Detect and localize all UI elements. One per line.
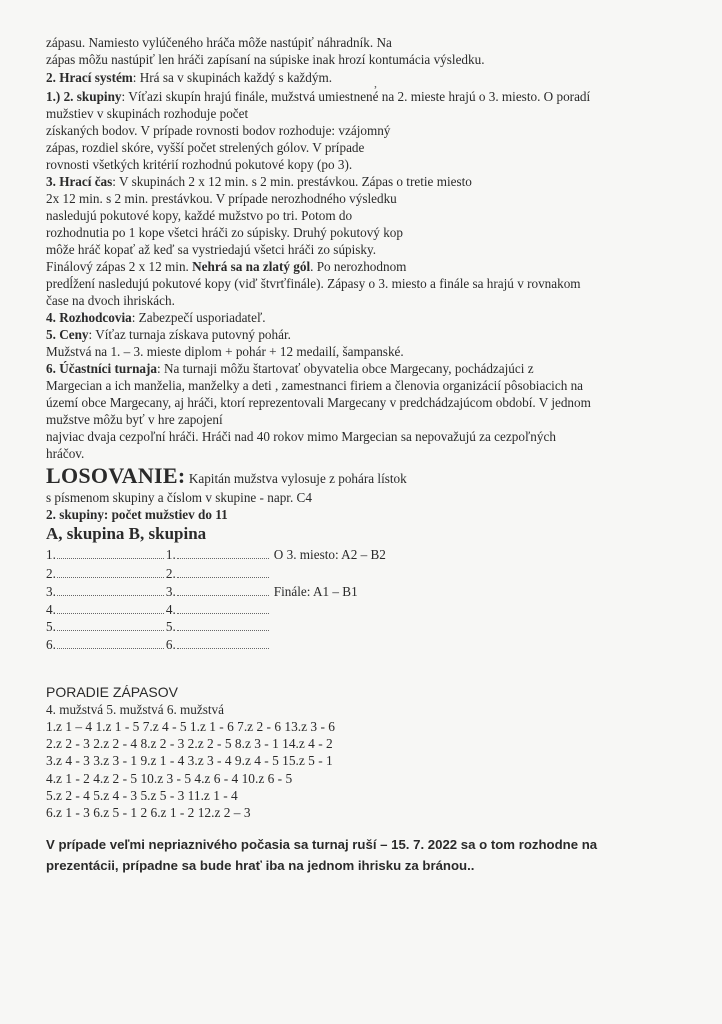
group-b-number: 4. [165, 602, 176, 617]
losovanie-title: LOSOVANIE: [46, 463, 186, 488]
text-part: . Po nerozhodnom [310, 259, 407, 274]
losovanie-text: Kapitán mužstva vylosuje z pohára lístok [185, 471, 407, 486]
schedule-header: 4. mužstvá 5. mužstvá 6. mužstvá [46, 702, 224, 717]
group-a-blank[interactable] [57, 585, 164, 596]
group-a-blank[interactable] [57, 567, 164, 578]
section-text: : Víťazi skupín hrajú finále, mužstvá umiestnené na 2. mieste hrajú o 3. miesto. O poradí [121, 89, 591, 104]
section-heading: 6. Účastníci turnaja [46, 361, 157, 376]
section-text: : Zabezpečí usporiadateľ. [131, 310, 266, 325]
section-text: : Víťaz turnaja získava putovný pohár. [88, 327, 291, 342]
text-line: Mužstvá na 1. – 3. mieste diplom + pohár + 12 medailí, šampanské. [46, 344, 404, 359]
third-place-match: O 3. miesto: A2 – B2 [273, 547, 386, 562]
text-line: získaných bodov. V prípade rovnosti bodov rozhoduje: vzájomný [46, 123, 391, 138]
schedule-row: 4.z 1 - 2 4.z 2 - 5 10.z 3 - 5 4.z 6 - 4 10.z 6 - 5 [46, 770, 293, 786]
text-line: hráčov. [46, 446, 85, 461]
group-b-number: 3. [165, 584, 176, 599]
group-b-number: 6. [165, 637, 176, 652]
section-skupiny [46, 89, 590, 105]
text-line: zápas, rozdiel skóre, vyšší počet strelených gólov. V prípade [46, 140, 365, 155]
section-text: : Hrá sa v skupinách každý s každým. [132, 70, 333, 85]
section-ceny [46, 327, 291, 343]
text-line: nasledujú pokutové kopy, každé mužstvo po tri. Potom do [46, 208, 353, 223]
text-line: rovnosti všetkých kritérií rozhodnú pokutové kopy (po 3). [46, 157, 353, 172]
text-line: s písmenom skupiny a číslom v skupine - napr. C4 [46, 490, 312, 505]
group-a-number: 3. [46, 584, 56, 599]
section-rozhodcovia [46, 310, 266, 326]
section-heading: 5. Ceny [46, 327, 89, 342]
group-b-number: 5. [165, 619, 176, 634]
text-line: predĺžení nasledujú pokutové kopy (viď štvrťfinále). Zápasy o 3. miesto a finále sa hrajú v rovnakom [46, 276, 581, 291]
groups-title: A, skupina B, skupina [46, 524, 207, 543]
text-line: mužstiev v skupinách rozhoduje počet [46, 106, 249, 121]
text-line: zápas môžu nastúpiť len hráči zapísaní na súpiske inak hrozí kontumácia výsledku. [46, 52, 485, 67]
text-part: Finálový zápas 2 x 12 min. [46, 259, 193, 274]
group-b-number: 2. [165, 566, 176, 581]
group-a-blank[interactable] [57, 548, 164, 559]
group-b-blank[interactable] [177, 548, 269, 559]
text-line: 2x 12 min. s 2 min. prestávkou. V prípade nerozhodného výsledku [46, 191, 397, 206]
losovanie-heading [46, 464, 407, 491]
group-slot-row [46, 566, 271, 582]
schedule-row: 1.z 1 – 4 1.z 1 - 5 7.z 4 - 5 1.z 1 - 6 7.z 2 - 6 13.z 3 - 6 [46, 719, 335, 734]
group-a-blank[interactable] [57, 638, 164, 649]
text-line: Margecian a ich manželia, manželky a deti , zamestnanci firiem a členovia organizácií pôsobiacich na [46, 378, 584, 393]
group-a-number: 4. [46, 602, 56, 617]
group-slot-row [46, 637, 271, 653]
group-b-number: 1. [165, 547, 176, 562]
group-b-blank[interactable] [177, 603, 269, 614]
final-match: Finále: A1 – B1 [273, 584, 358, 599]
weather-notice-line: prezentácii, prípadne sa bude hrať iba na jednom ihrisku za bránou.. [46, 858, 475, 873]
schedule-row: 2.z 2 - 3 2.z 2 - 4 8.z 2 - 3 2.z 2 - 5 8.z 3 - 1 14.z 4 - 2 [46, 736, 333, 752]
schedule-row: 6.z 1 - 3 6.z 5 - 1 2 6.z 1 - 2 12.z 2 – 3 [46, 805, 251, 820]
group-a-number: 1. [46, 547, 56, 562]
section-heading: 2. Hrací systém [46, 70, 133, 85]
text-line: čase na dvoch ihriskách. [46, 293, 175, 308]
group-a-blank[interactable] [57, 620, 164, 631]
group-slot-row [46, 547, 386, 563]
text-line: mužstve môžu byť v hre zapojení [46, 412, 223, 427]
text-line: zápasu. Namiesto vylúčeného hráča môže nastúpiť náhradník. Na [46, 35, 392, 50]
section-heading: 1.) 2. skupiny [46, 89, 122, 104]
group-b-blank[interactable] [177, 585, 269, 596]
group-b-blank[interactable] [177, 567, 269, 578]
group-a-blank[interactable] [57, 603, 164, 614]
group-slot-row [46, 619, 271, 635]
text-line: najviac dvaja cezpoľní hráči. Hráči nad 40 rokov mimo Margecian sa nepovažujú za cezpoľných [46, 429, 556, 444]
section-text: : Na turnaji môžu štartovať obyvatelia obce Margecany, pochádzajúci z [157, 361, 534, 376]
section-heading: 3. Hrací čas [46, 174, 113, 189]
section-text: : V skupinách 2 x 12 min. s 2 min. prestávkou. Zápas o tretie miesto [112, 174, 472, 189]
schedule-title: PORADIE ZÁPASOV [46, 684, 178, 700]
text-line: území obce Margecany, aj hráči, ktorí reprezentovali Margecany v predchádzajúcom období. V jednom [46, 395, 591, 410]
text-line: rozhodnutia po 1 kope všetci hráči zo súpisky. Druhý pokutový kop [46, 225, 403, 240]
group-b-blank[interactable] [177, 638, 269, 649]
section-hraci-cas [46, 174, 472, 190]
section-heading: 4. Rozhodcovia [46, 310, 132, 325]
groups-heading [46, 524, 206, 545]
group-slot-row [46, 602, 271, 618]
text-line: môže hráč kopať až keď sa vystriedajú všetci hráči zo súpisky. [46, 242, 377, 257]
group-a-number: 5. [46, 619, 56, 634]
text-line [46, 259, 406, 275]
schedule-row: 3.z 4 - 3 3.z 3 - 1 9.z 1 - 4 3.z 3 - 4 9.z 4 - 5 15.z 5 - 1 [46, 753, 333, 769]
section-ucastnici [46, 361, 534, 377]
group-a-number: 2. [46, 566, 56, 581]
group-slot-row [46, 584, 358, 600]
bold-text: Nehrá sa na zlatý gól [192, 259, 311, 274]
groups-count-heading: 2. skupiny: počet mužstiev do 11 [46, 507, 228, 522]
scan-mark: , [374, 76, 377, 90]
section-hraci-system [46, 70, 332, 86]
group-a-number: 6. [46, 637, 56, 652]
schedule-row: 5.z 2 - 4 5.z 4 - 3 5.z 5 - 3 11.z 1 - 4 [46, 787, 238, 803]
group-b-blank[interactable] [177, 620, 269, 631]
weather-notice-line: V prípade veľmi nepriaznivého počasia sa turnaj ruší – 15. 7. 2022 sa o tom rozhodne na [46, 837, 598, 852]
